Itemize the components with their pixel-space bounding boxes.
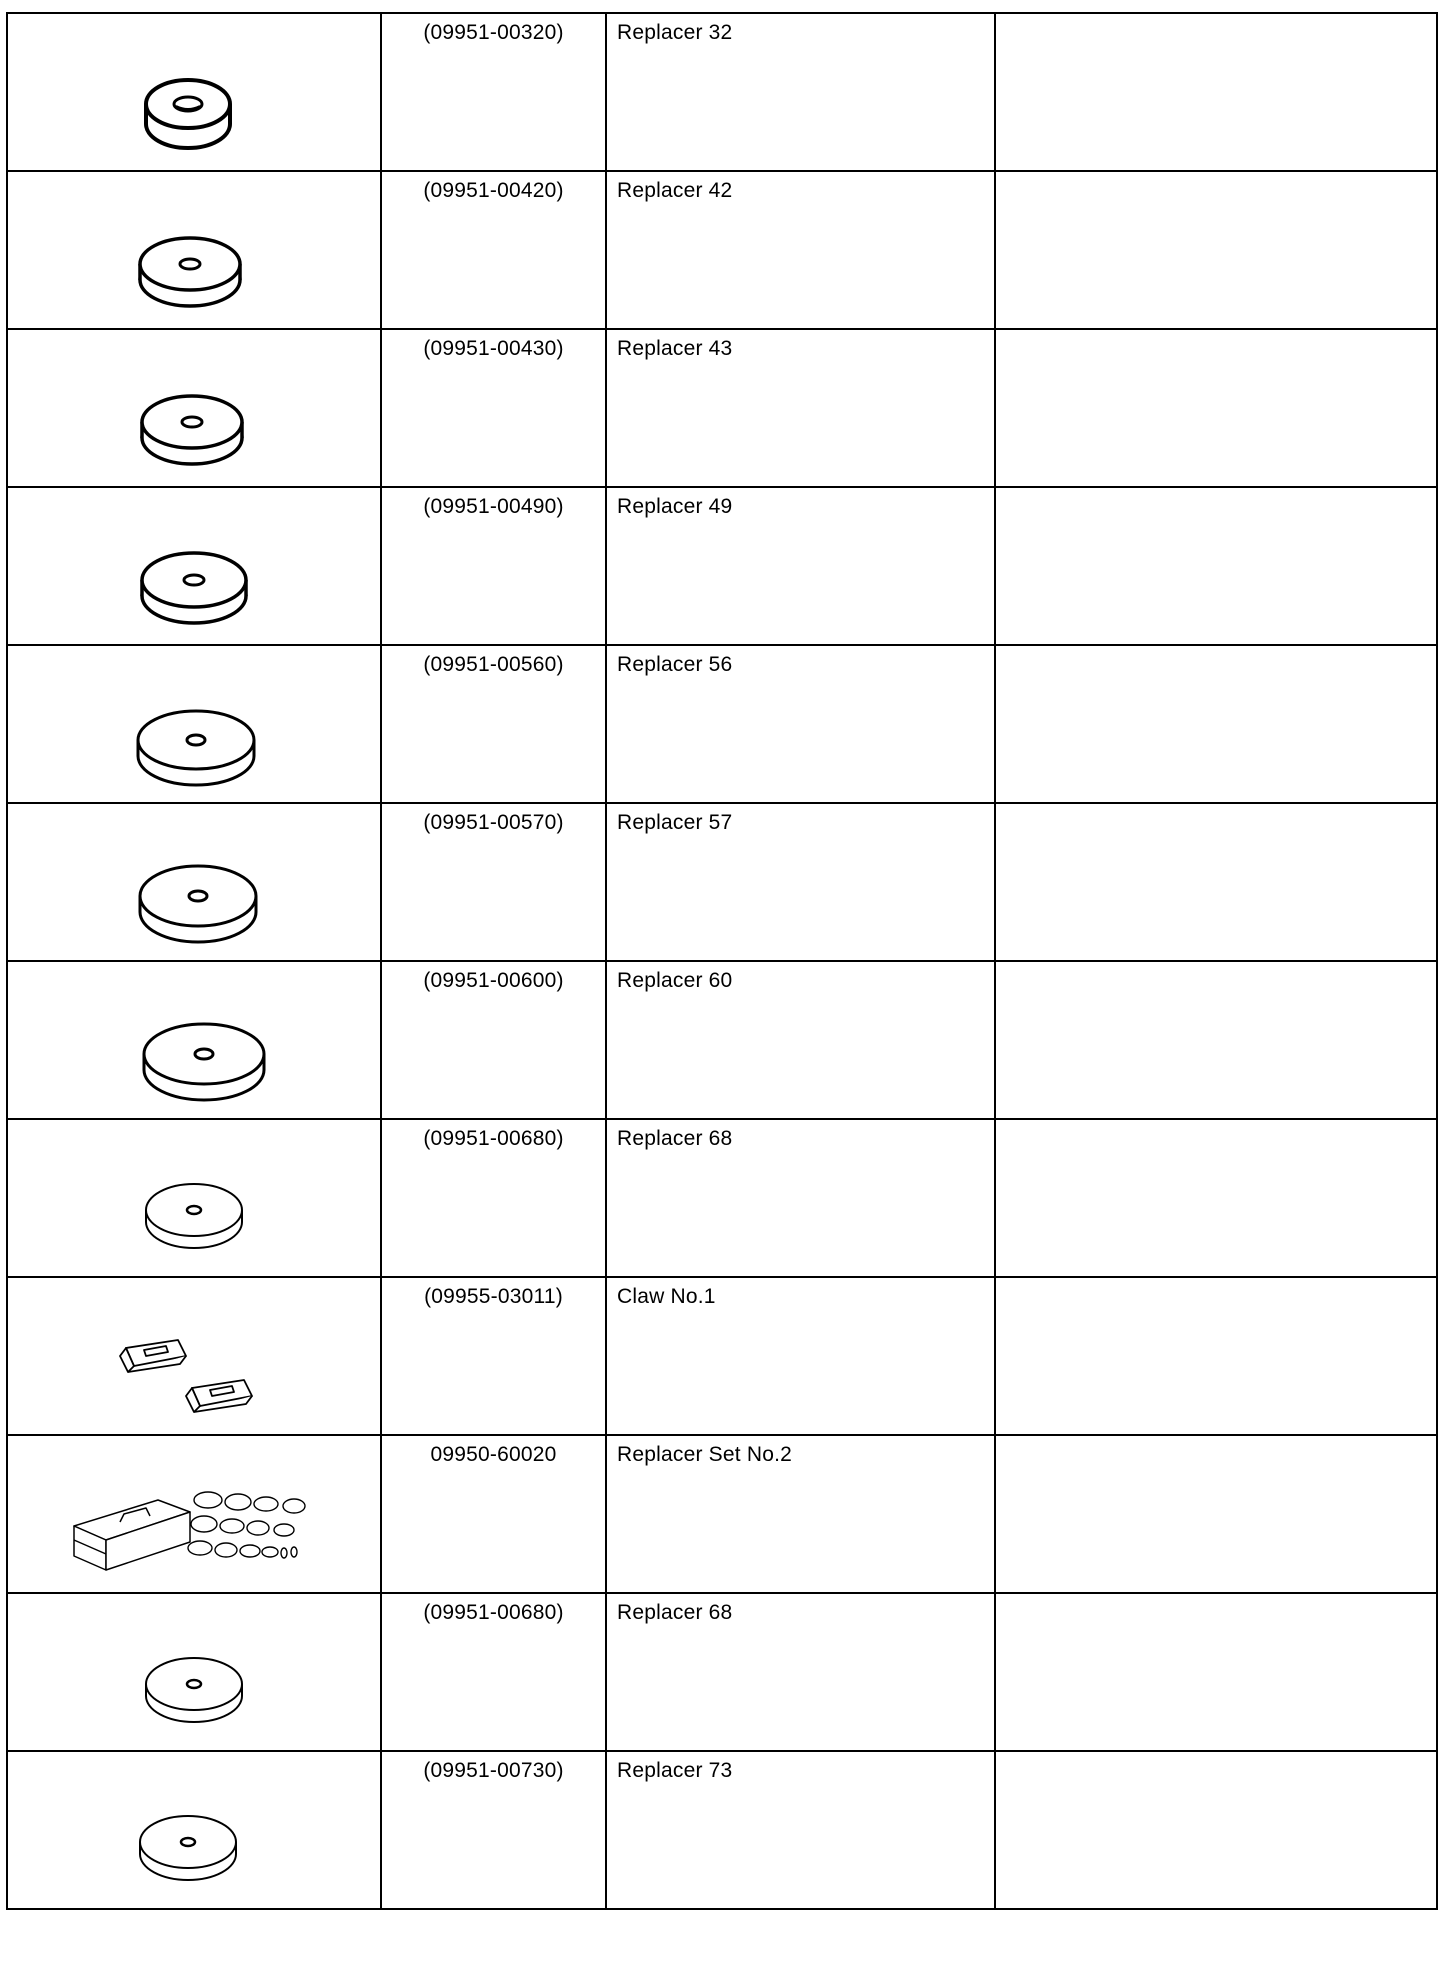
part-number: (09951-00730) xyxy=(381,1751,606,1909)
tool-name: Replacer Set No.2 xyxy=(606,1435,995,1593)
notes-cell xyxy=(995,329,1437,487)
special-tools-table xyxy=(6,12,1438,1910)
replacer-disc-icon xyxy=(8,14,378,172)
notes-cell xyxy=(995,803,1437,961)
notes-cell xyxy=(995,961,1437,1119)
tool-illustration-cell xyxy=(7,13,381,171)
tool-name: Replacer 43 xyxy=(606,329,995,487)
tool-name: Claw No.1 xyxy=(606,1277,995,1435)
notes-cell xyxy=(995,1435,1437,1593)
tool-illustration-cell xyxy=(7,961,381,1119)
table-row xyxy=(7,1277,1437,1435)
notes-cell xyxy=(995,1593,1437,1751)
tool-name: Replacer 73 xyxy=(606,1751,995,1909)
table-row xyxy=(7,1435,1437,1593)
tool-name: Replacer 42 xyxy=(606,171,995,329)
table-row xyxy=(7,329,1437,487)
replacer-disc-icon xyxy=(8,1594,378,1752)
tool-name: Replacer 56 xyxy=(606,645,995,803)
notes-cell xyxy=(995,1277,1437,1435)
claw-pair-icon xyxy=(8,1278,378,1436)
tool-illustration-cell xyxy=(7,1593,381,1751)
part-number: (09951-00600) xyxy=(381,961,606,1119)
table-row xyxy=(7,13,1437,171)
table-row xyxy=(7,487,1437,645)
replacer-disc-icon xyxy=(8,646,378,804)
tool-illustration-cell xyxy=(7,329,381,487)
table-row xyxy=(7,1119,1437,1277)
replacer-disc-icon xyxy=(8,488,378,646)
tool-illustration-cell xyxy=(7,803,381,961)
tool-name: Replacer 49 xyxy=(606,487,995,645)
replacer-disc-icon xyxy=(8,1120,378,1278)
part-number: (09951-00490) xyxy=(381,487,606,645)
table-row xyxy=(7,803,1437,961)
notes-cell xyxy=(995,171,1437,329)
tool-illustration-cell xyxy=(7,1119,381,1277)
tool-list-sheet xyxy=(6,12,1436,1910)
table-row xyxy=(7,171,1437,329)
part-number: (09951-00560) xyxy=(381,645,606,803)
part-number: (09951-00320) xyxy=(381,13,606,171)
notes-cell xyxy=(995,487,1437,645)
table-row xyxy=(7,1593,1437,1751)
tool-illustration-cell xyxy=(7,171,381,329)
part-number: (09951-00680) xyxy=(381,1119,606,1277)
tool-name: Replacer 60 xyxy=(606,961,995,1119)
replacer-disc-icon xyxy=(8,962,378,1120)
replacer-disc-icon xyxy=(8,330,378,488)
tool-illustration-cell xyxy=(7,1751,381,1909)
replacer-disc-icon xyxy=(8,172,378,330)
table-row xyxy=(7,1751,1437,1909)
part-number: (09951-00570) xyxy=(381,803,606,961)
tool-name: Replacer 57 xyxy=(606,803,995,961)
tool-name: Replacer 68 xyxy=(606,1119,995,1277)
tool-illustration-cell xyxy=(7,1435,381,1593)
tool-illustration-cell xyxy=(7,487,381,645)
part-number: (09955-03011) xyxy=(381,1277,606,1435)
part-number: (09951-00420) xyxy=(381,171,606,329)
table-row xyxy=(7,645,1437,803)
tool-name: Replacer 32 xyxy=(606,13,995,171)
part-number: (09951-00680) xyxy=(381,1593,606,1751)
replacer-disc-icon xyxy=(8,1752,378,1910)
part-number: (09951-00430) xyxy=(381,329,606,487)
part-number: 09950-60020 xyxy=(381,1435,606,1593)
notes-cell xyxy=(995,1119,1437,1277)
notes-cell xyxy=(995,13,1437,171)
notes-cell xyxy=(995,645,1437,803)
tool-name: Replacer 68 xyxy=(606,1593,995,1751)
table-row xyxy=(7,961,1437,1119)
tool-illustration-cell xyxy=(7,645,381,803)
tool-illustration-cell xyxy=(7,1277,381,1435)
replacer-disc-icon xyxy=(8,804,378,962)
replacer-set-case-icon xyxy=(8,1436,378,1594)
notes-cell xyxy=(995,1751,1437,1909)
